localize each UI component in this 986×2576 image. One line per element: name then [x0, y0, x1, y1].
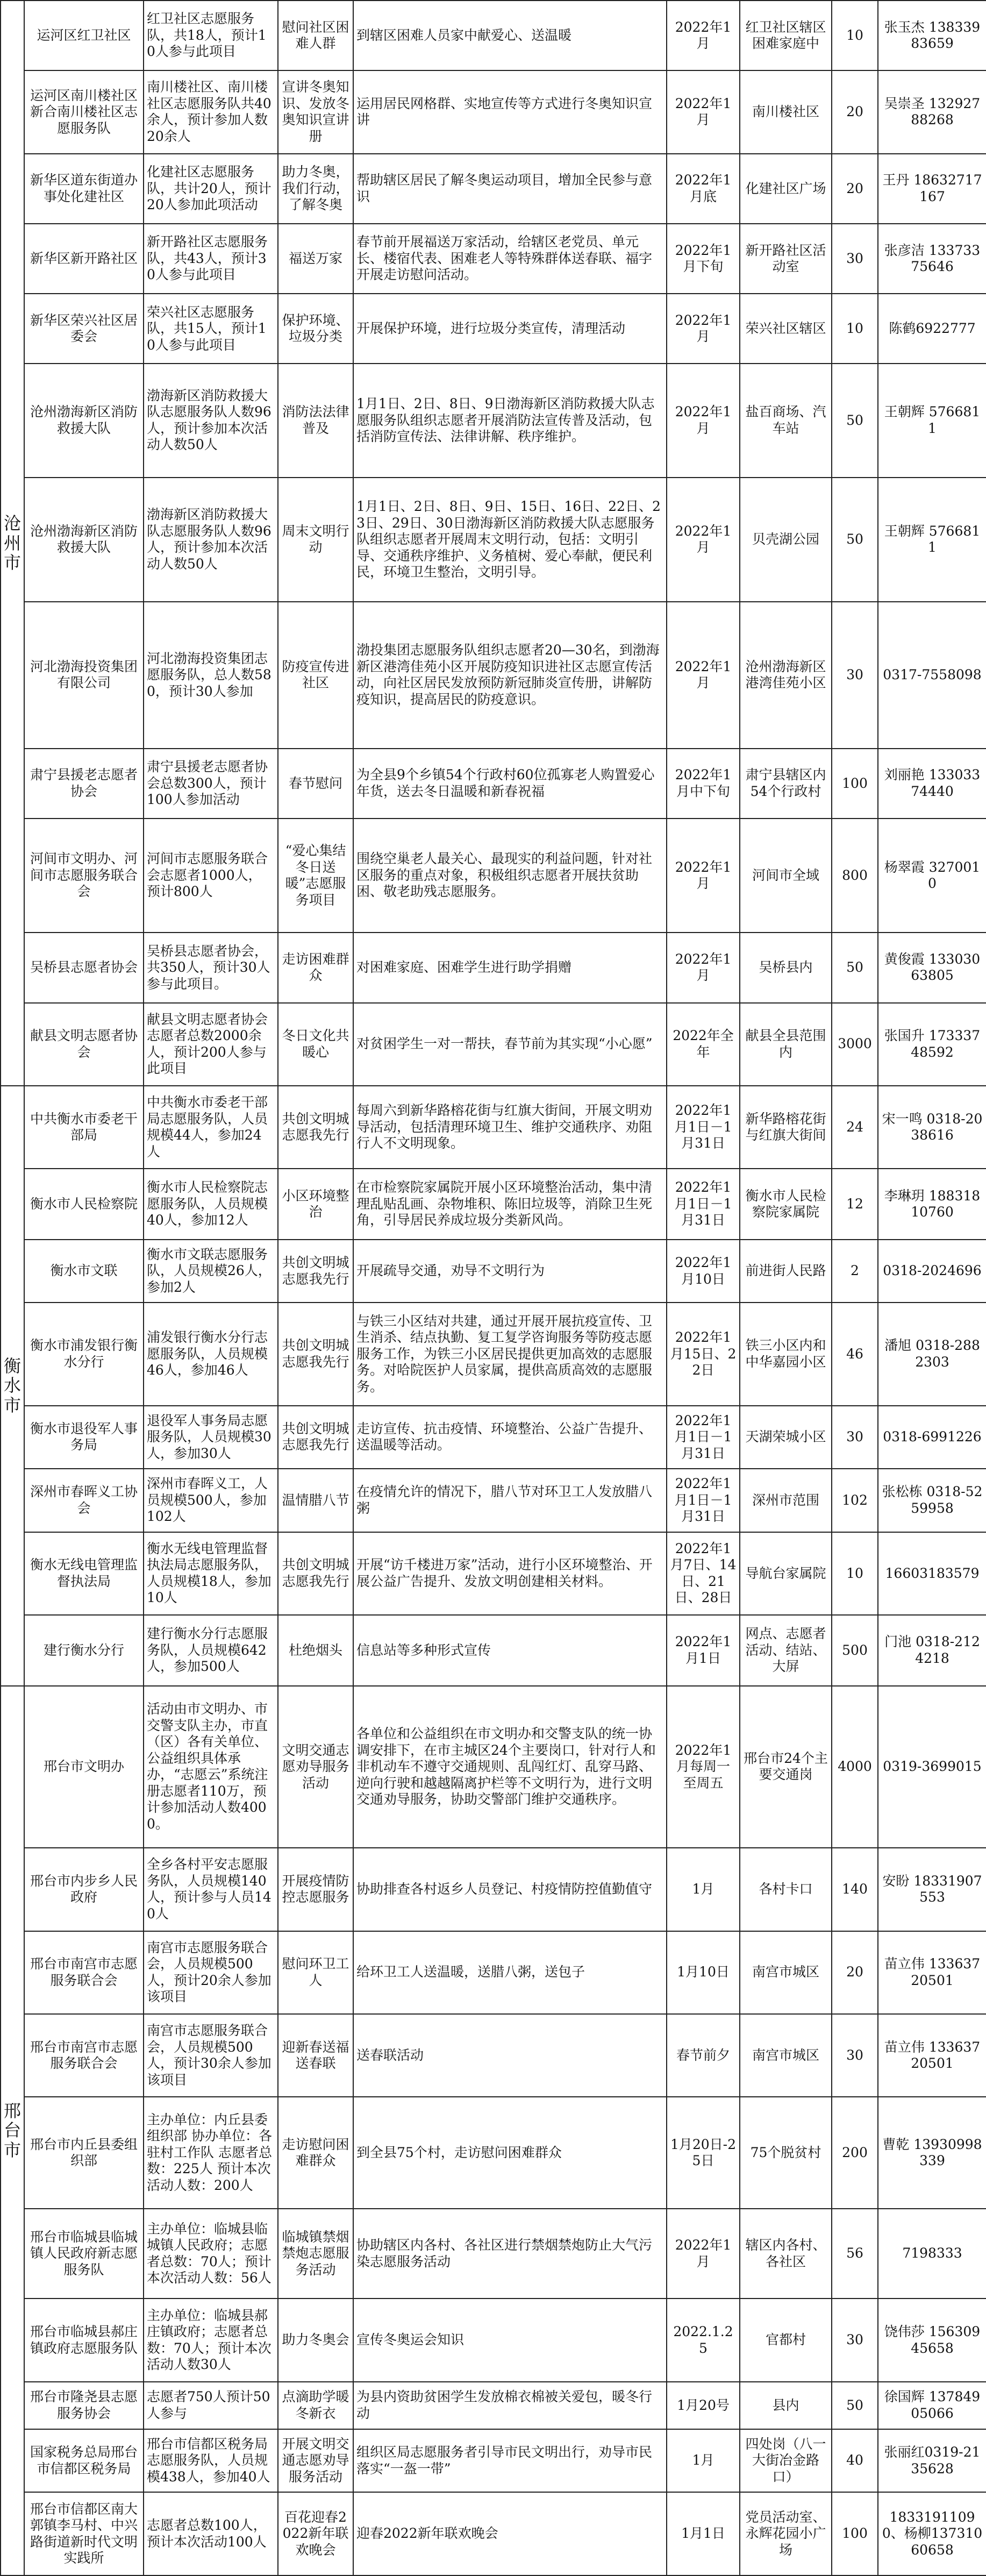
contact-cell: 张松栋 0318-5259958 [878, 1469, 986, 1532]
org-cell: 河间市文明办、河间市志愿服务联合会 [24, 819, 144, 933]
content-cell: 信息站等多种形式宣传 [353, 1615, 667, 1685]
contact-cell: 0318-2024696 [878, 1240, 986, 1303]
team-cell: 活动由市文明办、市交警支队主办，市直（区）各有关单位、公益组织具体承办，“志愿云”系统注册志愿者110万，预计参加活动人数4000。 [144, 1686, 278, 1848]
content-cell: 1月1日、2日、8日、9日、15日、16日、22日、23日、29日、30日渤海新区消防救援大队志愿服务队组织志愿者开展周末文明行动，包括：文明引导、交通秩序维护、义务植树、爱心奉献，便民利民，环境卫生整治，文明引导。 [353, 478, 667, 602]
time-cell: 1月20号 [667, 2382, 740, 2429]
team-cell: 邢台市信都区税务局志愿服务队，人员规模438人，参加40人 [144, 2429, 278, 2493]
count-cell: 30 [832, 602, 878, 749]
table-row [1, 2209, 986, 2299]
content-cell: 给环卫工人送温暖，送腊八粥，送包子 [353, 1931, 667, 2014]
place-cell: 河间市全域 [740, 819, 832, 933]
org-cell: 邢台市南宫市志愿服务联合会 [24, 1931, 144, 2014]
contact-cell: 苗立伟 13363720501 [878, 1931, 986, 2014]
count-cell: 30 [832, 1406, 878, 1469]
org-cell: 衡水市文联 [24, 1240, 144, 1303]
time-cell: 2022年全年 [667, 1003, 740, 1086]
table-row [1, 819, 986, 933]
org-cell: 新华区荣兴社区居委会 [24, 294, 144, 364]
project-cell: 文明交通志愿劝导服务活动 [278, 1686, 353, 1848]
table-row [1, 294, 986, 364]
region-cell: 邢台市 [1, 1686, 24, 2575]
contact-cell: 王丹 18632717167 [878, 154, 986, 224]
team-cell: 衡水市文联志愿服务队，人员规模26人，参加2人 [144, 1240, 278, 1303]
org-cell: 国家税务总局邢台市信都区税务局 [24, 2429, 144, 2493]
team-cell: 河间市志愿服务联合会志愿者1000人，预计800人 [144, 819, 278, 933]
org-cell: 邢台市南宫市志愿服务联合会 [24, 2014, 144, 2097]
org-cell: 中共衡水市委老干部局 [24, 1086, 144, 1169]
project-cell: 宣讲冬奥知识、发放冬奥知识宣讲册 [278, 70, 353, 153]
time-cell: 2022年1月1日 [667, 1615, 740, 1685]
place-cell: 献县全县范围内 [740, 1003, 832, 1086]
count-cell: 30 [832, 224, 878, 294]
project-cell: 共创文明城志愿我先行 [278, 1086, 353, 1169]
content-cell: 组织区局志愿服务者引导市民文明出行，劝导市民落实“一盔一带” [353, 2429, 667, 2493]
table-row [1, 224, 986, 294]
team-cell: 主办单位：内丘县委组织部 协办单位：各驻村工作队 志愿者总数：225人 预计本次活动人数：200人 [144, 2097, 278, 2208]
contact-cell: 张玉杰 13833983659 [878, 1, 986, 70]
org-cell: 深州市春晖义工协会 [24, 1469, 144, 1532]
table-row [1, 1469, 986, 1532]
place-cell: 辖区内各村、各社区 [740, 2209, 832, 2299]
team-cell: 荣兴社区志愿服务队，共15人，预计10人参与此项目 [144, 294, 278, 364]
org-cell: 邢台市临城县临城镇人民政府新志愿服务队 [24, 2209, 144, 2299]
count-cell: 10 [832, 1532, 878, 1615]
table-row [1, 1003, 986, 1086]
count-cell: 56 [832, 2209, 878, 2299]
team-cell: 渤海新区消防救援大队志愿服务队人数96人，预计参加本次活动人数50人 [144, 364, 278, 477]
region-cell: 衡水市 [1, 1086, 24, 1686]
contact-cell: 杨翠霞 3270010 [878, 819, 986, 933]
org-cell: 建行衡水分行 [24, 1615, 144, 1685]
project-cell: 保护环境、垃圾分类 [278, 294, 353, 364]
table-row [1, 1406, 986, 1469]
contact-cell: 饶伟莎 15630945658 [878, 2299, 986, 2381]
place-cell: 沧州渤海新区港湾佳苑小区 [740, 602, 832, 749]
org-cell: 衡水市浦发银行衡水分行 [24, 1303, 144, 1405]
content-cell: 与铁三小区结对共建，通过开展开展抗疫宣传、卫生消杀、结点执勤、复工复学咨询服务等防疫志愿服务工作，为铁三小区居民提供更加高效的志愿服务。对哈院医护人员家属，提供高质高效的志愿服务。 [353, 1303, 667, 1405]
team-cell: 全乡各村平安志愿服务队，人员规模140人，预计参与人员140人 [144, 1848, 278, 1931]
time-cell: 2022年1月 [667, 70, 740, 153]
team-cell: 志愿者总数100人，预计本次活动100人 [144, 2492, 278, 2575]
count-cell: 200 [832, 2097, 878, 2208]
content-cell: 对困难家庭、困难学生进行助学捐赠 [353, 933, 667, 1002]
org-cell: 邢台市信都区南大郭镇李马村、中兴路街道新时代文明实践所 [24, 2492, 144, 2575]
project-cell: 慰问社区困难人群 [278, 1, 353, 70]
time-cell: 2022年1月1日－1月31日 [667, 1086, 740, 1169]
project-cell: 临城镇禁烟禁炮志愿服务活动 [278, 2209, 353, 2299]
org-cell: 河北渤海投资集团有限公司 [24, 602, 144, 749]
content-cell: 开展疏导交通，劝导不文明行为 [353, 1240, 667, 1303]
project-cell: 助力冬奥，我们行动，了解冬奥 [278, 154, 353, 224]
time-cell: 2022年1月 [667, 2209, 740, 2299]
content-cell: 开展保护环境，进行垃圾分类宣传，清理活动 [353, 294, 667, 364]
region-cell: 沧州市 [1, 1, 24, 1086]
project-cell: 开展文明交通志愿劝导服务活动 [278, 2429, 353, 2493]
org-cell: 邢台市隆尧县志愿服务协会 [24, 2382, 144, 2429]
table-row [1, 2492, 986, 2575]
place-cell: 网点、志愿者活动、结站、大屏 [740, 1615, 832, 1685]
contact-cell: 7198333 [878, 2209, 986, 2299]
contact-cell: 0317-7558098 [878, 602, 986, 749]
content-cell: 到全县75个村，走访慰问困难群众 [353, 2097, 667, 2208]
project-cell: 共创文明城志愿我先行 [278, 1406, 353, 1469]
table-row [1, 154, 986, 224]
place-cell: 天湖荣城小区 [740, 1406, 832, 1469]
place-cell: 官都村 [740, 2299, 832, 2381]
place-cell: 各村卡口 [740, 1848, 832, 1931]
table-row [1, 1169, 986, 1239]
time-cell: 2022年1月7日、14日、21日、28日 [667, 1532, 740, 1615]
project-cell: 助力冬奥会 [278, 2299, 353, 2381]
place-cell: 75个脱贫村 [740, 2097, 832, 2208]
count-cell: 20 [832, 70, 878, 153]
content-cell: 宣传冬奥运会知识 [353, 2299, 667, 2381]
place-cell: 衡水市人民检察院家属院 [740, 1169, 832, 1239]
table-row [1, 2382, 986, 2429]
contact-cell: 18331911090、杨柳13731060658 [878, 2492, 986, 2575]
team-cell: 新开路社区志愿服务队，共43人，预计30人参与此项目 [144, 224, 278, 294]
place-cell: 前进街人民路 [740, 1240, 832, 1303]
org-cell: 邢台市内步乡人民政府 [24, 1848, 144, 1931]
team-cell: 吴桥县志愿者协会，共350人，预计30人参与此项目。 [144, 933, 278, 1002]
project-cell: 共创文明城志愿我先行 [278, 1532, 353, 1615]
team-cell: 主办单位：临城县郝庄镇政府；志愿者总数：70人；预计本次活动人数30人 [144, 2299, 278, 2381]
count-cell: 10 [832, 294, 878, 364]
team-cell: 南宫市志愿服务联合会，人员规模500人，预计30余人参加该项目 [144, 2014, 278, 2097]
contact-cell: 黄俊霞 13303063805 [878, 933, 986, 1002]
contact-cell: 刘丽艳 13303374440 [878, 749, 986, 819]
team-cell: 主办单位：临城县临城镇人民政府；志愿者总数：70人；预计本次活动人数：56人 [144, 2209, 278, 2299]
place-cell: 红卫社区辖区困难家庭中 [740, 1, 832, 70]
count-cell: 2 [832, 1240, 878, 1303]
contact-cell: 0318-6991226 [878, 1406, 986, 1469]
team-cell: 中共衡水市委老干部局志愿服务队，人员规模44人，参加24人 [144, 1086, 278, 1169]
team-cell: 衡水无线电管理监督执法局志愿服务队，人员规模18人，参加10人 [144, 1532, 278, 1615]
table-row [1, 933, 986, 1002]
time-cell: 2022年1月10日 [667, 1240, 740, 1303]
team-cell: 建行衡水分行志愿服务队，人员规模642人，参加500人 [144, 1615, 278, 1685]
project-cell: 福送万家 [278, 224, 353, 294]
contact-cell: 王朝辉 5766811 [878, 478, 986, 602]
team-cell: 献县文明志愿者协会志愿者总数2000余人，预计200人参与此项目 [144, 1003, 278, 1086]
time-cell: 1月20日-25日 [667, 2097, 740, 2208]
org-cell: 新华区新开路社区 [24, 224, 144, 294]
contact-cell: 安盼 18331907553 [878, 1848, 986, 1931]
org-cell: 肃宁县援老志愿者协会 [24, 749, 144, 819]
project-cell: “爱心集结 冬日送暖”志愿服务项目 [278, 819, 353, 933]
content-cell: 为全县9个乡镇54个行政村60位孤寡老人购置爱心年货，送去冬日温暖和新春祝福 [353, 749, 667, 819]
time-cell: 春节前夕 [667, 2014, 740, 2097]
contact-cell: 张丽红0319-2135628 [878, 2429, 986, 2493]
count-cell: 500 [832, 1615, 878, 1685]
content-cell: 协助排查各村返乡人员登记、村疫情防控值勤值守 [353, 1848, 667, 1931]
time-cell: 2022年1月15日、22日 [667, 1303, 740, 1405]
project-cell: 点滴助学暖冬新衣 [278, 2382, 353, 2429]
team-cell: 深州市春晖义工，人员规模500人，参加102人 [144, 1469, 278, 1532]
place-cell: 导航台家属院 [740, 1532, 832, 1615]
count-cell: 102 [832, 1469, 878, 1532]
table-row [1, 2097, 986, 2208]
place-cell: 铁三小区内和中华嘉园小区 [740, 1303, 832, 1405]
project-cell: 小区环境整治 [278, 1169, 353, 1239]
table-row [1, 2299, 986, 2381]
team-cell: 南宫市志愿服务联合会，人员规模500人，预计20余人参加该项目 [144, 1931, 278, 2014]
count-cell: 50 [832, 933, 878, 1002]
table-body [1, 1, 986, 2575]
table-row [1, 1240, 986, 1303]
time-cell: 1月10日 [667, 1931, 740, 2014]
time-cell: 2022年1月 [667, 602, 740, 749]
place-cell: 南宫市城区 [740, 1931, 832, 2014]
content-cell: 围绕空巢老人最关心、最现实的利益问题，针对社区服务的重点对象，积极组织志愿者开展扶贫助困、敬老助残志愿服务。 [353, 819, 667, 933]
content-cell: 迎春2022新年联欢晚会 [353, 2492, 667, 2575]
table-row [1, 2014, 986, 2097]
table-row [1, 1931, 986, 2014]
count-cell: 20 [832, 154, 878, 224]
org-cell: 沧州渤海新区消防救援大队 [24, 364, 144, 477]
contact-cell: 潘旭 0318-2882303 [878, 1303, 986, 1405]
time-cell: 2022年1月1日－1月31日 [667, 1169, 740, 1239]
time-cell: 2022年1月中下旬 [667, 749, 740, 819]
table-row [1, 2429, 986, 2493]
content-cell: 帮助辖区居民了解冬奥运动项目，增加全民参与意识 [353, 154, 667, 224]
project-cell: 共创文明城志愿我先行 [278, 1240, 353, 1303]
count-cell: 12 [832, 1169, 878, 1239]
count-cell: 46 [832, 1303, 878, 1405]
place-cell: 盐百商场、汽车站 [740, 364, 832, 477]
count-cell: 30 [832, 2299, 878, 2381]
content-cell: 渤投集团志愿服务队组织志愿者20—30名，到渤海新区港湾佳苑小区开展防疫知识进社区志愿宣传活动，向社区居民发放预防新冠肺炎宣传册，讲解防疫知识，提高居民的防疫意识。 [353, 602, 667, 749]
count-cell: 40 [832, 2429, 878, 2493]
count-cell: 4000 [832, 1686, 878, 1848]
table-row [1, 478, 986, 602]
project-cell: 杜绝烟头 [278, 1615, 353, 1685]
org-cell: 衡水市人民检察院 [24, 1169, 144, 1239]
project-cell: 开展疫情防控志愿服务 [278, 1848, 353, 1931]
contact-cell: 徐国辉 13784905066 [878, 2382, 986, 2429]
place-cell: 四处岗（八一大街冶金路口） [740, 2429, 832, 2493]
place-cell: 新开路社区活动室 [740, 224, 832, 294]
contact-cell: 苗立伟 13363720501 [878, 2014, 986, 2097]
contact-cell: 曹乾 13930998339 [878, 2097, 986, 2208]
count-cell: 50 [832, 364, 878, 477]
time-cell: 2022年1月每周一至周五 [667, 1686, 740, 1848]
contact-cell: 李琳玥 18831810760 [878, 1169, 986, 1239]
place-cell: 深州市范围 [740, 1469, 832, 1532]
time-cell: 2022.1.25 [667, 2299, 740, 2381]
project-cell: 走访困难群众 [278, 933, 353, 1002]
content-cell: 在市检察院家属院开展小区环境整治活动，集中清理乱贴乱画、杂物堆积、陈旧垃圾等，消除卫生死角，引导居民养成垃圾分类新风尚。 [353, 1169, 667, 1239]
table-row [1, 749, 986, 819]
time-cell: 2022年1月 [667, 478, 740, 602]
table-row [1, 1, 986, 70]
team-cell: 浦发银行衡水分行志愿服务队，人员规模46人，参加46人 [144, 1303, 278, 1405]
org-cell: 邢台市内丘县委组织部 [24, 2097, 144, 2208]
place-cell: 新华路榕花街与红旗大街间 [740, 1086, 832, 1169]
count-cell: 24 [832, 1086, 878, 1169]
org-cell: 吴桥县志愿者协会 [24, 933, 144, 1002]
project-cell: 春节慰问 [278, 749, 353, 819]
contact-cell: 宋一鸣 0318-2038616 [878, 1086, 986, 1169]
project-cell: 周末文明行动 [278, 478, 353, 602]
table-row [1, 70, 986, 153]
contact-cell: 吴崇圣 13292788268 [878, 70, 986, 153]
team-cell: 衡水市人民检察院志愿服务队，人员规模40人，参加12人 [144, 1169, 278, 1239]
content-cell: 春节前开展福送万家活动，给辖区老党员、单元长、楼宿代表、困难老人等特殊群体送春联、福字开展走访慰问活动。 [353, 224, 667, 294]
team-cell: 河北渤海投资集团志愿服务队，总人数580，预计30人参加 [144, 602, 278, 749]
table-row [1, 364, 986, 477]
place-cell: 贝壳湖公园 [740, 478, 832, 602]
contact-cell: 陈鹤6922777 [878, 294, 986, 364]
content-cell: 运用居民网格群、实地宣传等方式进行冬奥知识宣讲 [353, 70, 667, 153]
content-cell: 开展“访千楼进万家”活动，进行小区环境整治、开展公益广告提升、发放文明创建相关材料。 [353, 1532, 667, 1615]
count-cell: 3000 [832, 1003, 878, 1086]
time-cell: 2022年1月1日－1月31日 [667, 1406, 740, 1469]
org-cell: 邢台市临城县郝庄镇政府志愿服务队 [24, 2299, 144, 2381]
content-cell: 走访宣传、抗击疫情、环境整治、公益广告提升、送温暖等活动。 [353, 1406, 667, 1469]
content-cell: 为县内资助贫困学生发放棉衣棉被关爱包，暖冬行动 [353, 2382, 667, 2429]
contact-cell: 门池 0318-2124218 [878, 1615, 986, 1685]
place-cell: 邢台市24个主要交通岗 [740, 1686, 832, 1848]
time-cell: 1月 [667, 1848, 740, 1931]
table-row [1, 1615, 986, 1685]
count-cell: 140 [832, 1848, 878, 1931]
time-cell: 2022年1月1日－1月31日 [667, 1469, 740, 1532]
project-cell: 消防法法律普及 [278, 364, 353, 477]
count-cell: 800 [832, 819, 878, 933]
contact-cell: 0319-3699015 [878, 1686, 986, 1848]
place-cell: 吴桥县内 [740, 933, 832, 1002]
content-cell: 各单位和公益组织在市文明办和交警支队的统一协调安排下，在市主城区24个主要岗口，针对行人和非机动车不遵守交通规则、乱闯红灯、乱穿马路、逆向行驶和越越隔离护栏等不文明行为，进行文明交通劝导服务，协助交警部门维护交通秩序。 [353, 1686, 667, 1848]
table-row [1, 602, 986, 749]
time-cell: 2022年1月下旬 [667, 224, 740, 294]
team-cell: 南川楼社区、南川楼社区志愿服务队共40余人，预计参加人数20余人 [144, 70, 278, 153]
project-cell: 走访慰问困难群众 [278, 2097, 353, 2208]
place-cell: 荣兴社区辖区 [740, 294, 832, 364]
count-cell: 100 [832, 2492, 878, 2575]
contact-cell: 张彦洁 13373375646 [878, 224, 986, 294]
time-cell: 2022年1月 [667, 294, 740, 364]
count-cell: 20 [832, 1931, 878, 2014]
contact-cell: 16603183579 [878, 1532, 986, 1615]
project-cell: 冬日文化共暖心 [278, 1003, 353, 1086]
contact-cell: 张国升 17333748592 [878, 1003, 986, 1086]
time-cell: 2022年1月 [667, 364, 740, 477]
team-cell: 志愿者750人预计50人参与 [144, 2382, 278, 2429]
team-cell: 渤海新区消防救援大队志愿服务队人数96人，预计参加本次活动人数50人 [144, 478, 278, 602]
count-cell: 100 [832, 749, 878, 819]
time-cell: 2022年1月底 [667, 154, 740, 224]
org-cell: 新华区道东街道办事处化建社区 [24, 154, 144, 224]
table-row [1, 1848, 986, 1931]
content-cell: 对贫困学生一对一帮扶，春节前为其实现“小心愿” [353, 1003, 667, 1086]
time-cell: 1月 [667, 2429, 740, 2493]
time-cell: 1月1日 [667, 2492, 740, 2575]
contact-cell: 王朝辉 5766811 [878, 364, 986, 477]
project-cell: 迎新春送福送春联 [278, 2014, 353, 2097]
place-cell: 南宫市城区 [740, 2014, 832, 2097]
project-cell: 防疫宣传进社区 [278, 602, 353, 749]
team-cell: 退役军人事务局志愿服务队，人员规模30人，参加30人 [144, 1406, 278, 1469]
content-cell: 送春联活动 [353, 2014, 667, 2097]
project-cell: 共创文明城志愿我先行 [278, 1303, 353, 1405]
place-cell: 县内 [740, 2382, 832, 2429]
org-cell: 沧州渤海新区消防救援大队 [24, 478, 144, 602]
count-cell: 30 [832, 2014, 878, 2097]
org-cell: 衡水市退役军人事务局 [24, 1406, 144, 1469]
time-cell: 2022年1月 [667, 1, 740, 70]
content-cell: 协助辖区内各村、各社区进行禁烟禁炮防止大气污染志愿服务活动 [353, 2209, 667, 2299]
place-cell: 化建社区广场 [740, 154, 832, 224]
org-cell: 运河区红卫社区 [24, 1, 144, 70]
place-cell: 南川楼社区 [740, 70, 832, 153]
org-cell: 运河区南川楼社区新合南川楼社区志愿服务队 [24, 70, 144, 153]
table-row [1, 1086, 986, 1169]
content-cell: 到辖区困难人员家中献爱心、送温暖 [353, 1, 667, 70]
count-cell: 50 [832, 478, 878, 602]
table-row [1, 1532, 986, 1615]
time-cell: 2022年1月 [667, 933, 740, 1002]
org-cell: 献县文明志愿者协会 [24, 1003, 144, 1086]
time-cell: 2022年1月 [667, 819, 740, 933]
content-cell: 每周六到新华路榕花街与红旗大街间，开展文明劝导活动，包括清理环境卫生、维护交通秩序、劝阻行人不文明现象。 [353, 1086, 667, 1169]
place-cell: 肃宁县辖区内54个行政村 [740, 749, 832, 819]
content-cell: 在疫情允许的情况下，腊八节对环卫工人发放腊八粥 [353, 1469, 667, 1532]
table-row [1, 1303, 986, 1405]
project-cell: 温情腊八节 [278, 1469, 353, 1532]
team-cell: 红卫社区志愿服务队，共18人，预计10人参与此项目 [144, 1, 278, 70]
count-cell: 50 [832, 2382, 878, 2429]
project-cell: 百花迎春2022新年联欢晚会 [278, 2492, 353, 2575]
team-cell: 肃宁县援老志愿者协会总数300人，预计100人参加活动 [144, 749, 278, 819]
org-cell: 衡水无线电管理监督执法局 [24, 1532, 144, 1615]
table-row [1, 1686, 986, 1848]
org-cell: 邢台市文明办 [24, 1686, 144, 1848]
content-cell: 1月1日、2日、8日、9日渤海新区消防救援大队志愿服务队组织志愿者开展消防法宣传普及活动，包括消防宣传法、法律讲解、秩序维护。 [353, 364, 667, 477]
project-cell: 慰问环卫工人 [278, 1931, 353, 2014]
team-cell: 化建社区志愿服务队，共计20人，预计20人参加此项活动 [144, 154, 278, 224]
place-cell: 党员活动室、永辉花园小广场 [740, 2492, 832, 2575]
count-cell: 10 [832, 1, 878, 70]
